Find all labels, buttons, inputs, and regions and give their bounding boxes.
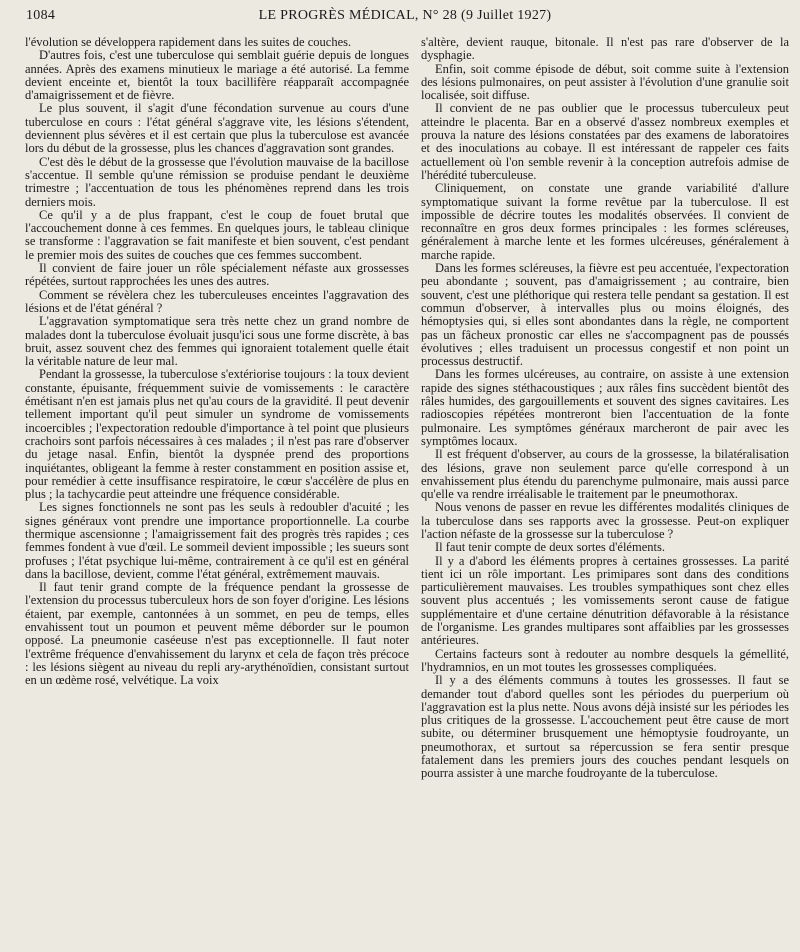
paragraph: Cliniquement, on constate une grande variabilité d'allure symptomatique suivant la forme revêtue par la tuberculose. Il est impossible de décrire toutes les modalités observées. Il convient de reconnaître en gros deux formes principales : les formes scléreuses, généralement à marche lente et les formes ulcéreuses, généralement à marche rapide. [421, 181, 789, 262]
paragraph: Il est fréquent d'observer, au cours de la grossesse, la bilatéralisation des lésions, grave non seulement parce qu'elle correspond à un envahissement plus étendu du parenchyme pulmonaire, mais aussi parce qu'elle va rendre irréalisable le traitement par le pneumothorax. [421, 447, 789, 502]
paragraph: Le plus souvent, il s'agit d'une fécondation survenue au cours d'une tuberculose en cours : l'état général s'aggrave vite, les lésions s'étendent, deviennent plus sévères et il est certain que plus la tuberculose est avancée lors du début de la grossesse, plus les chances d'aggravation sont grandes. [25, 101, 409, 156]
paragraph: D'autres fois, c'est une tuberculose qui semblait guérie depuis de longues années. Après des examens minutieux le mariage a été autorisé. La femme devient enceinte et, bientôt la toux bacillifère réapparaît accompagnée d'amaigrissement et de fièvre. [25, 48, 409, 103]
journal-title: LE PROGRÈS MÉDICAL, N° 28 (9 Juillet 1927) [258, 8, 552, 23]
left-column [25, 36, 409, 688]
paragraph: Comment se révèlera chez les tuberculeuses enceintes l'aggravation des lésions et de l'état général ? [25, 287, 409, 315]
paragraph: s'altère, devient rauque, bitonale. Il n'est pas rare d'observer de la dysphagie. [421, 35, 789, 63]
paragraph: Il faut tenir grand compte de la fréquence pendant la grossesse de l'extension du processus tuberculeux hors de son foyer d'origine. Les lésions étaient, par exemple, cantonnées à un sommet, en peu de temps, elles envahissent tout un poumon et peuvent même déborder sur le poumon opposé. La pneumonie caséeuse n'est pas exceptionnelle. Il faut noter l'extrême fréquence d'envahissement du larynx et cela de façon très précoce : les lésions siègent au niveau du repli ary-arythénoïdien, consistant surtout en un œdème rosé, velvétique. La voix [25, 580, 409, 688]
paragraph: L'aggravation symptomatique sera très nette chez un grand nombre de malades dont la tuberculose évoluait jusqu'ici sous une forme discrète, à bas bruit, assez souvent chez des femmes qui ignoraient totalement quelle était la véritable nature de leur mal. [25, 314, 409, 369]
page-number: 1084 [26, 8, 56, 23]
paragraph: Certains facteurs sont à redouter au nombre desquels la gémellité, l'hydramnios, en un mot toutes les grossesses compliquées. [421, 646, 789, 674]
paragraph: Dans les formes ulcéreuses, au contraire, on assiste à une extension rapide des signes stéthacoustiques ; aux râles fins succèdent bientôt des râles humides, des gargouillements et souvent des signes cavitaires. Les radioscopies répétées montreront bien l'accentuation de la fonte pulmonaire. Les symptômes généraux marcheront de pair avec les symptômes locaux. [421, 367, 789, 448]
paragraph: C'est dès le début de la grossesse que l'évolution mauvaise de la bacillose s'accentue. Il semble qu'une rémission se produise pendant le deuxième trimestre ; l'accentuation de tous les phénomènes reprend dans les trois derniers mois. [25, 154, 409, 209]
paragraph: l'évolution se développera rapidement dans les suites de couches. [25, 35, 352, 49]
right-column [421, 36, 789, 781]
paragraph: Nous venons de passer en revue les différentes modalités cliniques de la tuberculose dans ses rapports avec la grossesse. Peut-on expliquer l'action néfaste de la grossesse sur la tuberculose ? [421, 500, 789, 541]
paragraph: Il faut tenir compte de deux sortes d'éléments. [435, 540, 665, 555]
paragraph: Il convient de ne pas oublier que le processus tuberculeux peut atteindre le placenta. Bar en a observé d'assez nombreux exemples et prouva la nature des lésions constatées par des examens de laboratoires et des inoculations au cobaye. Il est intéressant de rappeler ces faits actuellement où l'on semble revenir à la conception autrefois admise de l'hérédité tuberculeuse. [421, 101, 789, 182]
paragraph: Les signes fonctionnels ne sont pas les seuls à redoubler d'acuité ; les signes généraux vont prendre une importance proportionnelle. La courbe thermique ascensionne ; l'amaigrissement fait des progrès très rapides ; ces femmes fondent à vue d'œil. Le sommeil devient impossible ; les sueurs sont profuses ; l'état psychique lui-même, contrairement à ce qu'il est en général dans la bacillose, devient, comme l'état général, extrêmement mauvais. [25, 500, 409, 581]
paragraph: Enfin, soit comme épisode de début, soit comme suite à l'extension des lésions pulmonaires, on peut assister à l'évolution d'une granulie soit localisée, soit diffuse. [421, 61, 789, 103]
paragraph: Pendant la grossesse, la tuberculose s'extériorise toujours : la toux devient constante, épuisante, fréquemment suivie de vomissements : le caractère émétisant n'en est jamais plus net qu'au cours de la gravidité. Il peut devenir tellement important qu'il peut simuler un syndrome de vomissements incoercibles ; l'expectoration redouble d'importance à tel point que plusieurs crachoirs sont parfois nécessaires à ces malades ; il n'est pas rare d'observer du jetage nasal. Enfin, bientôt la dyspnée prend des proportions inquiétantes, obligeant la femme à rester constamment en position assise et, pour remédier à cette insuffisance respiratoire, le cœur s'accélère de plus en plus ; la tachycardie peut atteindre une fréquence considérable. [25, 367, 409, 502]
paragraph: Il y a des éléments communs à toutes les grossesses. Il faut se demander tout d'abord quelles sont les périodes du puerperium où l'aggravation est la plus nette. Nous avons déjà insisté sur les périodes les plus critiques de la grossesse. L'accouchement peut être cause de mort subite, ou déterminer brusquement une hémoptysie foudroyante, un pneumothorax, et surtout sa répercussion se fera sentir presque fatalement dans les premiers jours des couches pendant lesquels on pourra assister à une marche foudroyante de la tuberculose. [421, 673, 789, 781]
paragraph: Ce qu'il y a de plus frappant, c'est le coup de fouet brutal que l'accouchement donne à ces femmes. En quelques jours, le tableau clinique se transforme : l'aggravation se fait manifeste et bien souvent, c'est pendant le premier mois des suites de couches que ces femmes succombent. [25, 207, 409, 262]
paragraph: Dans les formes scléreuses, la fièvre est peu accentuée, l'expectoration peu abondante ; souvent, pas d'amaigrissement ; au contraire, bien souvent, c'est une pléthorique qui restera telle pendant sa gestation. Il est commun d'observer, à intervalles plus ou moins éloignés, des hémoptysies qui, si elles sont abondantes dans la règle, ne comportent pas un fâcheux pronostic car elles ne s'accompagnent pas de poussés évolutives ; elles traduisent un processus congestif et non point un processus destructif. [421, 261, 789, 369]
running-header [26, 4, 784, 28]
paragraph: Il y a d'abord les éléments propres à certaines grossesses. La parité tient ici un rôle important. Les primipares sont dans des conditions particulièrement mauvaises. Les troubles sympathiques sont chez elles souvent plus accentués ; les vomissements seront cause de fatigue supplémentaire et d'une certaine dénutrition défavorable à la résistance de l'organisme. Les grandes multipares sont affaiblies par les grossesses antérieures. [421, 553, 789, 648]
paragraph: Il convient de faire jouer un rôle spécialement néfaste aux grossesses répétées, surtout rapprochées les unes des autres. [25, 261, 409, 289]
